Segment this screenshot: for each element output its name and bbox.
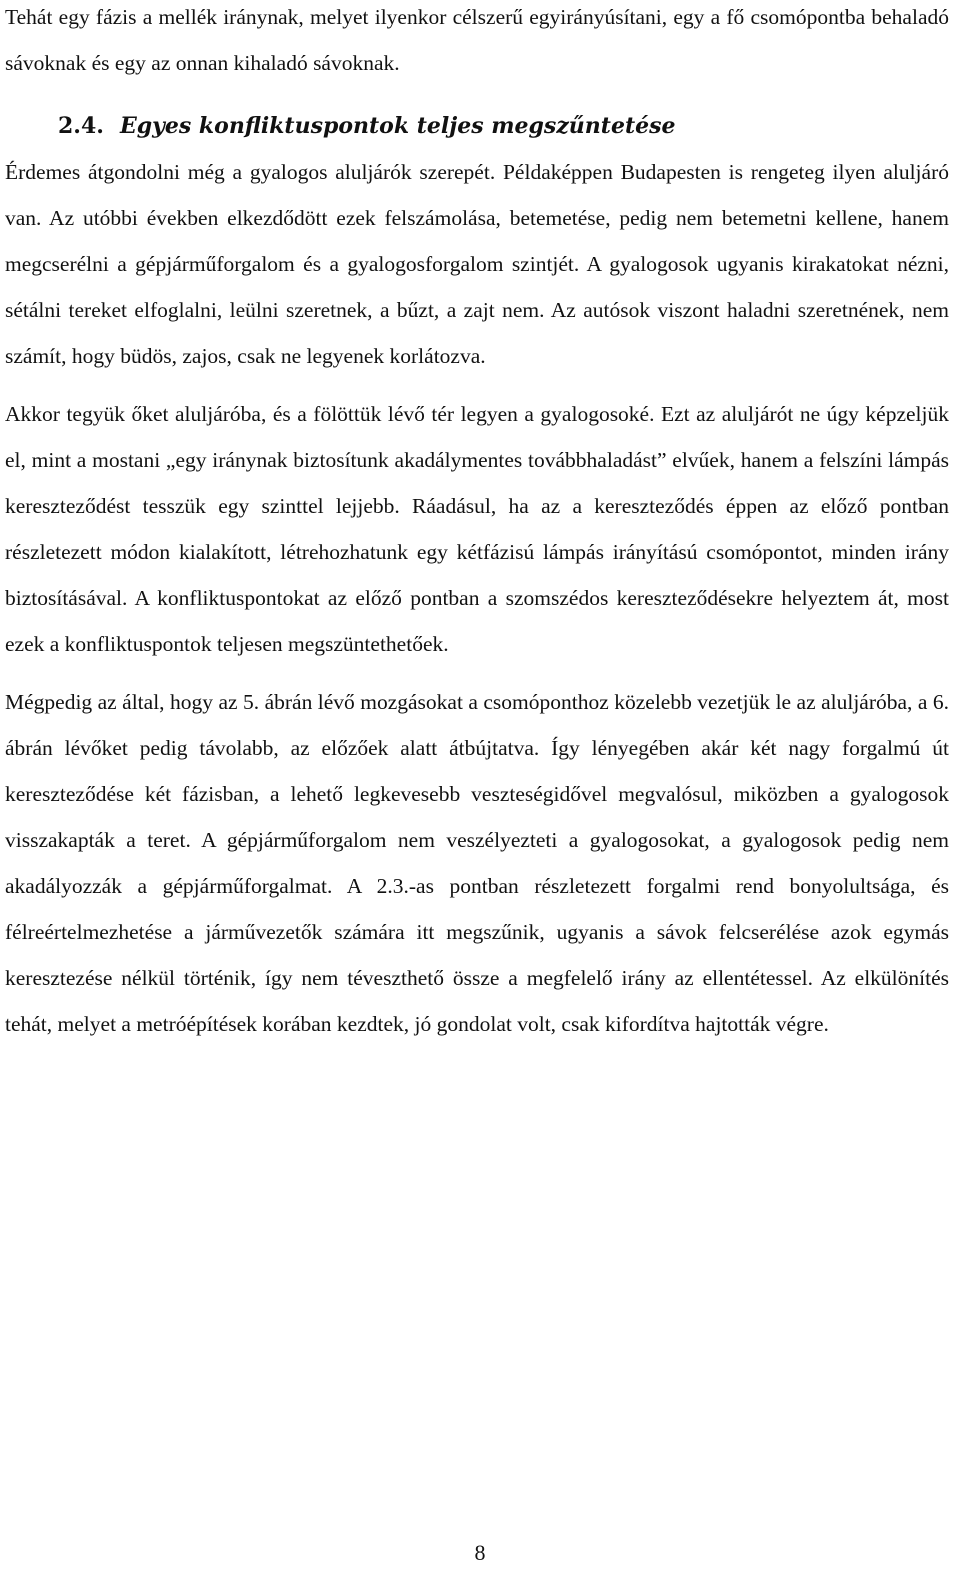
page-number: 8	[474, 1540, 486, 1565]
body-paragraph-3: Mégpedig az által, hogy az 5. ábrán lévő mozgásokat a csomóponthoz közelebb vezetjük le az aluljáróba, a 6. ábrán lévőket pedig távolabb, az előzőek alatt átbújtatva. Így lényegében akár két nagy forgalmú út kereszteződése két fázisban, a lehető legkevesebb veszteségidővel megvalósul, miközben a gyalogosok visszakapták a teret. A gépjárműforgalom nem veszélyezteti a gyalogosokat, a gyalogosok pedig nem akadályozzák a gépjárműforgalmat. A 2.3.-as pontban részletezett forgalmi rend bonyolultsága, és félreértelmezhetése a járművezetők számára itt megszűnik, ugyanis a sávok felcserélése azok egymás keresztezése nélkül történik, így nem téveszthető össze a megfelelő irány az ellentétessel. Az elkülönítés tehát, melyet a metróépítések korában kezdtek, jó gondolat volt, csak kifordítva hajtották végre.	[5, 690, 949, 1036]
document-page	[5, 0, 949, 1047]
section-heading	[5, 103, 949, 149]
section-number: 2.4.	[58, 113, 104, 139]
body-paragraph-2: Akkor tegyük őket aluljáróba, és a fölöttük lévő tér legyen a gyalogosoké. Ezt az aluljárót ne úgy képzeljük el, mint a mostani „egy iránynak biztosítunk akadálymentes továbbhaladást” elvűek, hanem a felszíni lámpás kereszteződést tesszük egy szinttel lejjebb. Ráadásul, ha az a kereszteződés éppen az előző pontban részletezett módon kialakított, létrehozhatunk egy kétfázisú lámpás irányítású csomópontot, minden irány biztosításával. A konfliktuspontokat az előző pontban a szomszédos kereszteződésekre helyeztem át, most ezek a konfliktuspontok teljesen megszüntethetőek.	[5, 402, 949, 656]
body-paragraph-1: Érdemes átgondolni még a gyalogos aluljárók szerepét. Példaképpen Budapesten is rengeteg ilyen aluljáró van. Az utóbbi években elkezdődött ezek felszámolása, betemetése, pedig nem betemetni kellene, hanem megcserélni a gépjárműforgalom és a gyalogosforgalom szintjét. A gyalogosok ugyanis kirakatokat nézni, sétálni tereket elfoglalni, leülni szeretnek, a bűzt, a zajt nem. Az autósok viszont haladni szeretnének, nem számít, hogy büdös, zajos, csak ne legyenek korlátozva.	[5, 160, 949, 368]
section-title: Egyes konfliktuspontok teljes megszűntetése	[119, 113, 676, 139]
intro-paragraph: Tehát egy fázis a mellék iránynak, melyet ilyenkor célszerű egyirányúsítani, egy a fő csomópontba behaladó sávoknak és egy az onnan kihaladó sávoknak.	[5, 5, 949, 75]
